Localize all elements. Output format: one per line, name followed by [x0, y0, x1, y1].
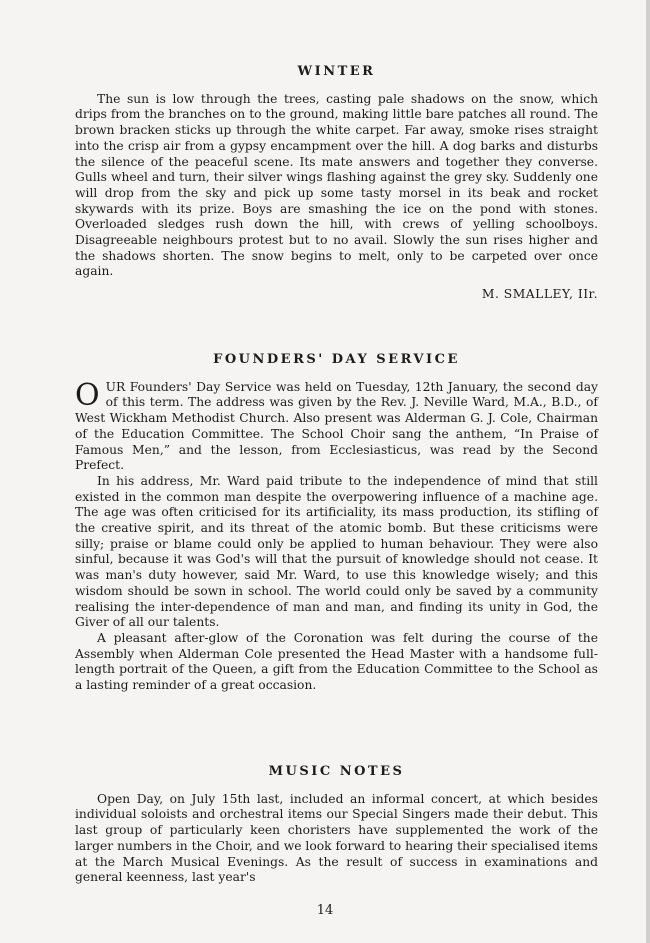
music-para-1: Open Day, on July 15th last, included an informal concert, at which besides individual soloists and orchestral items our Special Singers made their debut. This last group of particularly keen choristers have supplemented the work of the larger numbers in the Choir, and we look forward to hearing their specialised items at the March Musical Evenings. As the result of success in examinations and general keenness, last year's	[75, 791, 598, 885]
founders-section	[75, 352, 598, 694]
founders-title: FOUNDERS' DAY SERVICE	[213, 352, 460, 367]
page-number: 14	[316, 903, 334, 918]
winter-author: M. SMALLEY, IIr.	[481, 287, 598, 302]
winter-title: WINTER	[297, 64, 376, 79]
winter-body: The sun is low through the trees, casting pale shadows on the snow, which drips from the branches on to the ground, making little bare patches all round. The brown bracken sticks up through the white carpet. Far away, smoke rises straight into the crisp air from a gypsy encampment over the hill. A dog barks and disturbs the silence of the peaceful scene. Its mate answers and together they converse. Gulls wheel and turn, their silver wings flashing against the grey sky. Suddenly one will drop from the sky and pick up some tasty morsel in its beak and rocket skywards with its prize. Boys are smashing the ice on the pond with stones. Overloaded sledges rush down the hill, with crews of yelling schoolboys. Disagreeable neighbours protest but to no avail. Slowly the sun rises higher and the shadows shorten. The snow begins to melt, only to be carpeted over once again.	[75, 91, 598, 279]
music-title: MUSIC NOTES	[268, 764, 405, 779]
music-section	[75, 764, 598, 886]
founders-para-1-text: UR Founders' Day Service was held on Tuesday, 12th January, the second day of this term. The address was given by the Rev. J. Neville Ward, M.A., B.D., of West Wickham Methodist Church. Also present was Alderman G. J. Cole, Chairman of the Education Committee. The School Choir sang the anthem, “In Praise of Famous Men,” and the lesson, from Ecclesiasticus, was read by the Second Prefect.	[75, 379, 598, 473]
drop-cap: O	[75, 377, 100, 413]
winter-section	[75, 64, 598, 303]
founders-para-2: In his address, Mr. Ward paid tribute to the independence of mind that still existed in the common man despite the overpowering influence of a machine age. The age was often criticised for its artificiality, its mass production, its stifling of the creative spirit, and its threat of the atomic bomb. But these criticisms were silly; praise or blame could only be applied to human behaviour. They were also sinful, because it was God's will that the pursuit of knowledge should not cease. It was man's duty however, said Mr. Ward, to use this knowledge wisely; and this wisdom should be sown in school. The world could only be saved by a community realising the inter-dependence of man and man, and finding its unity in God, the Giver of all our talents.	[75, 473, 598, 630]
founders-para-1	[75, 377, 598, 474]
founders-para-3: A pleasant after-glow of the Coronation was felt during the course of the Assembly when Alderman Cole presented the Head Master with a handsome full-length portrait of the Queen, a gift from the Education Committee to the School as a lasting reminder of a great occasion.	[75, 630, 598, 693]
